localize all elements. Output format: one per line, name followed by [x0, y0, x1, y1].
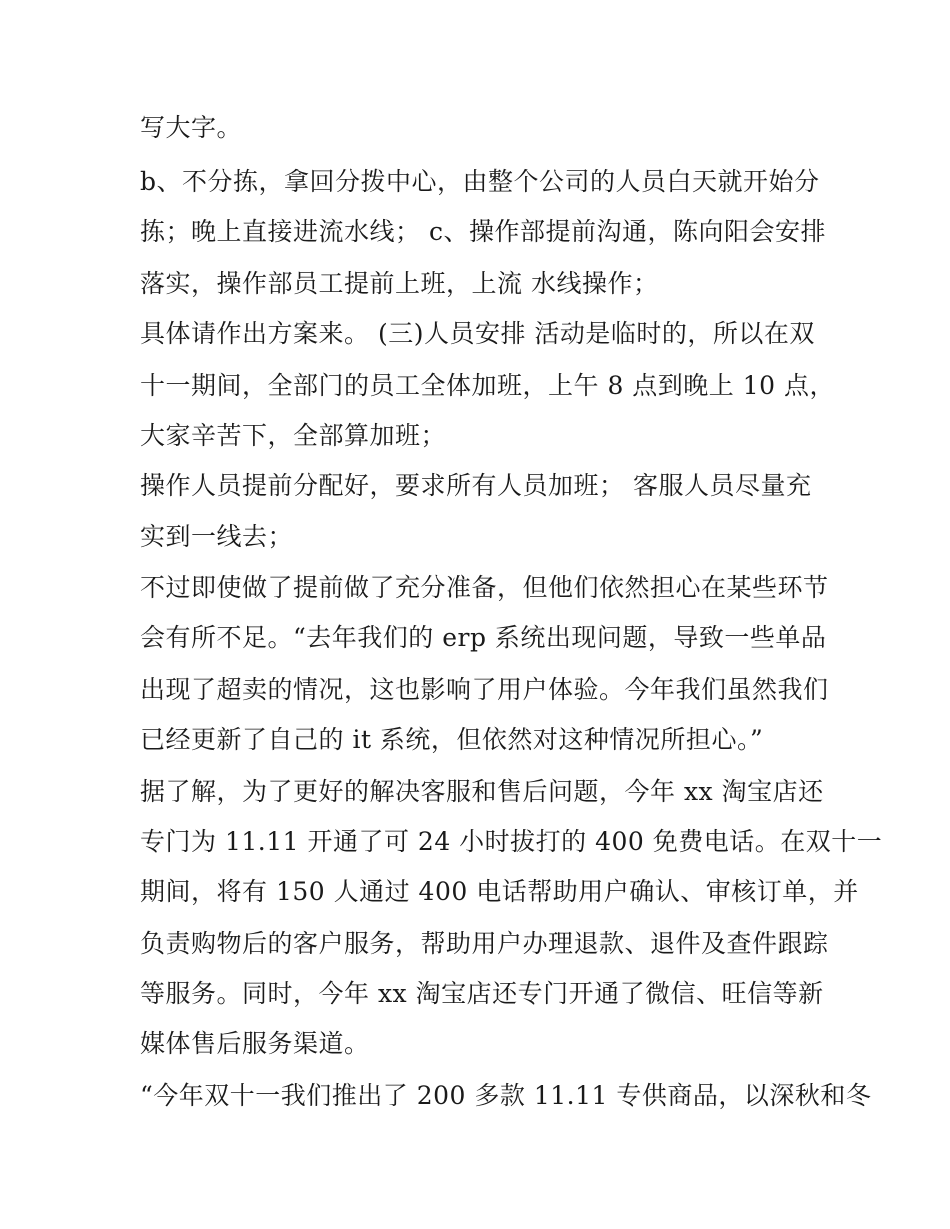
text-line: “今年双十一我们推出了 200 多款 11.11 专供商品，以深秋和冬 — [140, 1081, 872, 1110]
text-line: 已经更新了自己的 it 系统，但依然对这种情况所担心。” — [140, 725, 764, 754]
text-line: 十一期间，全部门的员工全体加班，上午 8 点到晚上 10 点， — [140, 371, 836, 400]
text-line: 媒体售后服务渠道。 — [140, 1029, 370, 1058]
text-line: 操作人员提前分配好，要求所有人员加班； 客服人员尽量充 — [140, 471, 812, 500]
text-line: 期间，将有 150 人通过 400 电话帮助用户确认、审核订单，并 — [140, 877, 859, 906]
text-line: 据了解，为了更好的解决客服和售后问题，今年 xx 淘宝店还 — [140, 777, 824, 806]
text-line: 不过即使做了提前做了充分准备，但他们依然担心在某些环节 — [140, 573, 829, 602]
text-line: 实到一线去； — [140, 522, 294, 551]
text-line: 专门为 11.11 开通了可 24 小时拔打的 400 免费电话。在双十一 — [140, 827, 883, 856]
text-line: 大家辛苦下，全部算加班； — [140, 421, 447, 450]
text-line: 拣；晚上直接进流水线； c、操作部提前沟通，陈向阳会安排 — [140, 217, 826, 246]
text-line: 出现了超卖的情况，这也影响了用户体验。今年我们虽然我们 — [140, 675, 829, 704]
text-line: 具体请作出方案来。 (三)人员安排 活动是临时的，所以在双 — [140, 319, 815, 348]
text-line: 会有所不足。“去年我们的 erp 系统出现问题，导致一些单品 — [140, 623, 827, 652]
text-line: b、不分拣，拿回分拨中心，由整个公司的人员白天就开始分 — [140, 167, 820, 196]
text-line: 写大字。 — [140, 113, 243, 142]
text-line: 落实，操作部员工提前上班，上流 水线操作； — [140, 269, 659, 298]
text-line: 负责购物后的客户服务，帮助用户办理退款、退件及查件跟踪 — [140, 929, 829, 958]
text-line: 等服务。同时，今年 xx 淘宝店还专门开通了微信、旺信等新 — [140, 979, 824, 1008]
